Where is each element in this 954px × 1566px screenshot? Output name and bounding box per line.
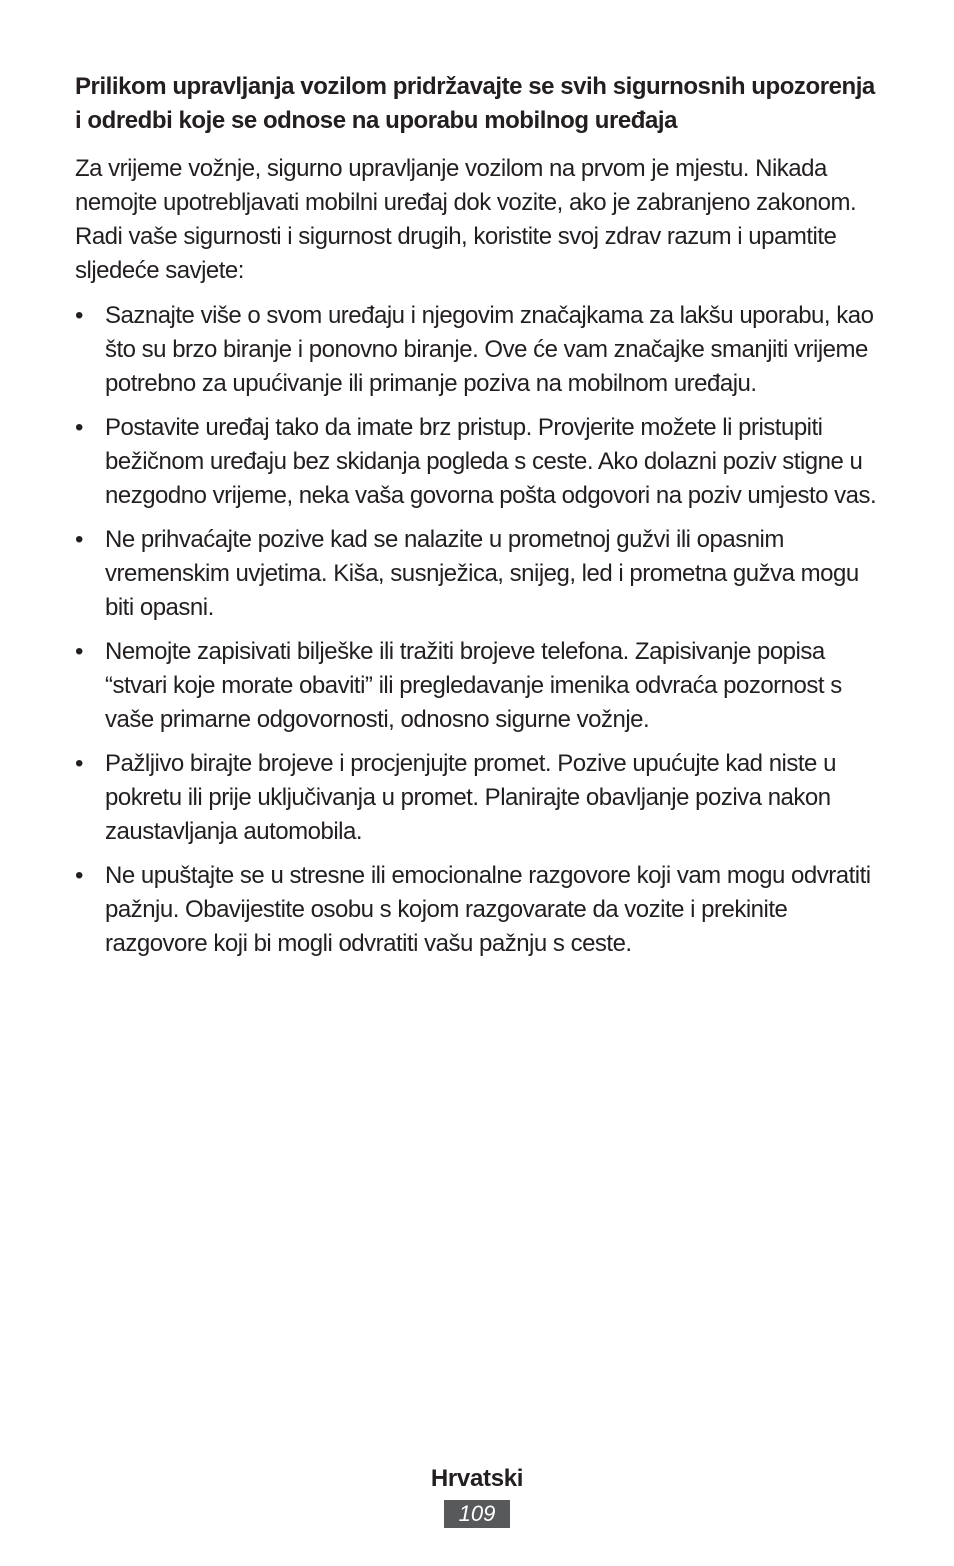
page-footer bbox=[0, 1462, 954, 1528]
footer-language: Hrvatski bbox=[430, 1465, 524, 1492]
list-item bbox=[75, 411, 885, 513]
bullet-icon: • bbox=[75, 526, 83, 553]
bullet-icon: • bbox=[75, 638, 83, 665]
list-item-text: Ne upuštajte se u stresne ili emocionalne razgovore koji vam mogu odvratiti pažnju. Obavijestite osobu s kojom razgovarate da vozite i prekinite razgovore koji bi mogli odvratiti vašu pažnju s ceste. bbox=[105, 862, 871, 957]
list-item bbox=[75, 635, 885, 737]
list-item-text: Nemojte zapisivati bilješke ili tražiti brojeve telefona. Zapisivanje popisa “stvari koje morate obaviti” ili pregledavanje imenika odvraća pozornost s vaše primarne odgovornosti, odnosno sigurne vožnje. bbox=[105, 638, 842, 733]
list-item-text: Pažljivo birajte brojeve i procjenjujte promet. Pozive upućujte kad niste u pokretu ili prije uključivanja u promet. Planirajte obavljanje poziva nakon zaustavljanja automobila. bbox=[105, 750, 836, 845]
intro-paragraph: Za vrijeme vožnje, sigurno upravljanje vozilom na prvom je mjestu. Nikada nemojte upotrebljavati mobilni uređaj dok vozite, ako je zabranjeno zakonom. Radi vaše sigurnosti i sigurnost drugih, koristite svoj zdrav razum i upamtite sljedeće savjete: bbox=[75, 155, 857, 284]
bullet-icon: • bbox=[75, 302, 83, 329]
list-item bbox=[75, 523, 885, 625]
list-item bbox=[75, 859, 885, 961]
bullet-icon: • bbox=[75, 414, 83, 441]
bullet-icon: • bbox=[75, 862, 83, 889]
section-heading: Prilikom upravljanja vozilom pridržavajte se svih sigurnosnih upozorenja i odredbi koje se odnose na uporabu mobilnog uređaja bbox=[75, 73, 875, 134]
page-number-badge: 109 bbox=[444, 1500, 510, 1528]
list-item-text: Saznajte više o svom uređaju i njegovim značajkama za lakšu uporabu, kao što su brzo biranje i ponovno biranje. Ove će vam značajke smanjiti vrijeme potrebno za upućivanje ili primanje poziva na mobilnom uređaju. bbox=[105, 302, 874, 397]
safety-tips-list bbox=[75, 299, 885, 961]
list-item-text: Postavite uređaj tako da imate brz pristup. Provjerite možete li pristupiti bežičnom uređaju bez skidanja pogleda s ceste. Ako dolazni poziv stigne u nezgodno vrijeme, neka vaša govorna pošta odgovori na poziv umjesto vas. bbox=[105, 414, 877, 509]
bullet-icon: • bbox=[75, 750, 83, 777]
page-content bbox=[75, 70, 885, 971]
list-item-text: Ne prihvaćajte pozive kad se nalazite u prometnoj gužvi ili opasnim vremenskim uvjetima. Kiša, susnježica, snijeg, led i prometna gužva mogu biti opasni. bbox=[105, 526, 859, 621]
list-item bbox=[75, 299, 885, 401]
list-item bbox=[75, 747, 885, 849]
